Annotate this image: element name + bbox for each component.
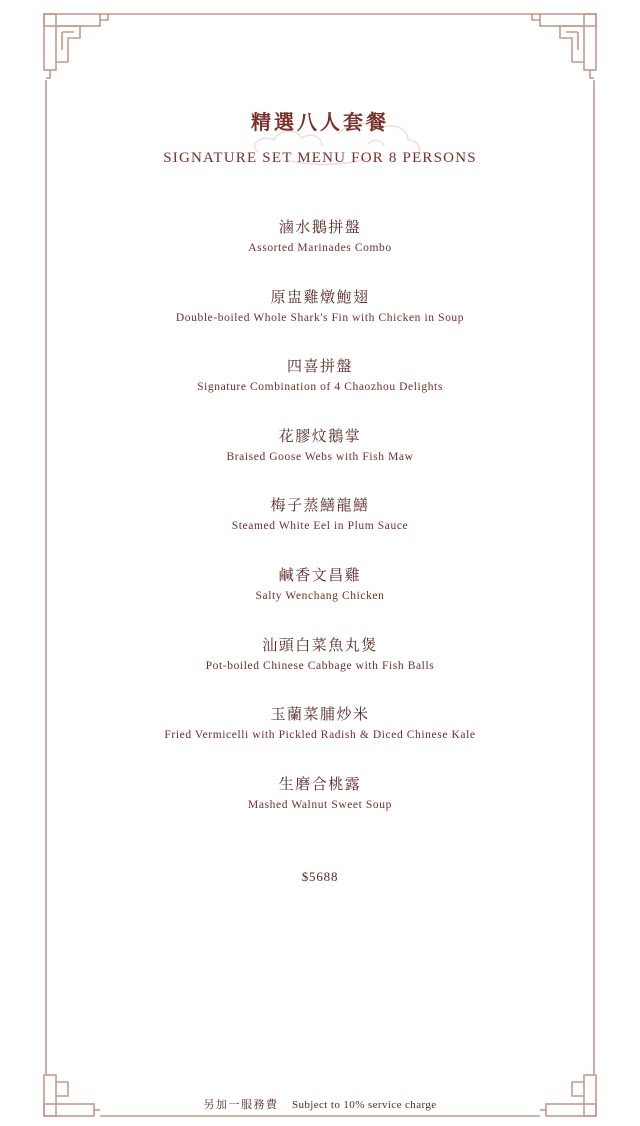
dish-name-chinese: 梅子蒸鱔龍鱔 [270, 496, 370, 515]
list-item [0, 216, 640, 286]
list-item [0, 355, 640, 425]
corner-ornament-top-right [532, 14, 596, 78]
page-title-english: SIGNATURE SET MENU FOR 8 PERSONS [163, 150, 477, 166]
dish-name-chinese: 玉蘭菜脯炒米 [270, 705, 370, 724]
page-title-chinese: 精選八人套餐 [251, 110, 389, 134]
list-item [0, 634, 640, 704]
list-item [0, 425, 640, 495]
list-item [0, 773, 640, 843]
list-item [0, 703, 640, 773]
dish-name-english: Fried Vermicelli with Pickled Radish & Diced Chinese Kale [164, 729, 476, 742]
dish-name-chinese: 滷水鵝拼盤 [278, 218, 362, 236]
dish-name-english: Braised Goose Webs with Fish Maw [226, 450, 414, 463]
dish-name-english: Salty Wenchang Chicken [255, 589, 385, 602]
service-charge-chinese: 另加一服務費 [203, 1098, 279, 1111]
dish-name-english: Mashed Walnut Sweet Soup [248, 798, 392, 811]
service-charge-english: Subject to 10% service charge [291, 1099, 437, 1111]
list-item [0, 564, 640, 634]
dish-name-english: Pot-boiled Chinese Cabbage with Fish Balls [205, 659, 435, 672]
dish-name-english: Double-boiled Whole Shark's Fin with Chicken in Soup [175, 311, 465, 324]
dish-name-chinese: 生磨合桃露 [278, 774, 362, 793]
dish-name-chinese: 花膠炆鵝掌 [278, 426, 362, 445]
dish-list [0, 216, 640, 842]
list-item [0, 494, 640, 564]
dish-name-english: Assorted Marinades Combo [248, 242, 392, 254]
set-price: $5688 [301, 869, 339, 884]
dish-name-chinese: 鹹香文昌雞 [278, 565, 362, 584]
service-charge-note [0, 1097, 640, 1113]
dish-name-chinese: 汕頭白菜魚丸煲 [262, 635, 378, 654]
dish-name-chinese: 四喜拼盤 [286, 357, 353, 376]
list-item [0, 286, 640, 356]
dish-name-chinese: 原盅雞燉鮑翅 [270, 287, 370, 306]
dish-name-english: Steamed White Eel in Plum Sauce [231, 520, 409, 533]
corner-ornament-top-left [44, 14, 108, 78]
menu-title-block [0, 108, 640, 168]
dish-name-english: Signature Combination of 4 Chaozhou Delights [197, 381, 443, 394]
